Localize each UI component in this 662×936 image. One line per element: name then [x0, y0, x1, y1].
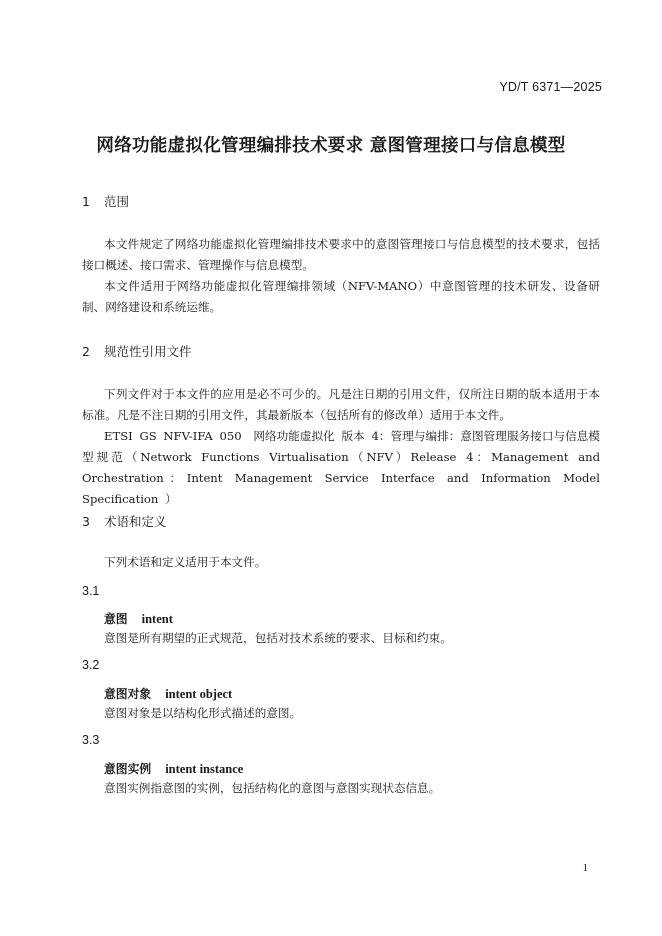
- term-definition: 意图实例指意图的实例，包括结构化的意图与意图实现状态信息。: [104, 781, 441, 795]
- term-english: intent instance: [165, 762, 244, 776]
- document-title: 网络功能虚拟化管理编排技术要求 意图管理接口与信息模型: [96, 136, 566, 156]
- terms-intro-paragraph: 下列术语和定义适用于本文件。: [104, 555, 267, 569]
- term-definition: 意图对象是以结构化形式描述的意图。: [104, 706, 302, 720]
- clause-number: 3.3: [82, 733, 100, 747]
- term-entry-intent: [104, 610, 173, 627]
- term-entry-intent-object: [104, 685, 232, 702]
- references-paragraph-1: 下列文件对于本文件的应用是必不可少的。凡是注日期的引用文件，仅所注日期的版本适用于本标准。凡是不注日期的引用文件，其最新版本（包括所有的修改单）适用于本文件。: [82, 387, 600, 422]
- scope-paragraph-2: 本文件适用于网络功能虚拟化管理编排领域（NFV-MANO）中意图管理的技术研发、设备研制、网络建设和系统运维。: [82, 279, 600, 314]
- section-title: 范围: [103, 194, 129, 209]
- clause-number: 3.1: [82, 584, 100, 598]
- section-number: 2: [82, 344, 90, 359]
- section-heading-normative-references: [82, 342, 192, 360]
- term-chinese: 意图: [104, 612, 128, 626]
- term-chinese: 意图实例: [104, 762, 152, 776]
- term-english: intent object: [165, 687, 233, 701]
- clause-number: 3.2: [82, 658, 100, 672]
- scope-paragraph-1: 本文件规定了网络功能虚拟化管理编排技术要求中的意图管理接口与信息模型的技术要求，包括接口概述、接口需求、管理操作与信息模型。: [82, 237, 600, 272]
- term-entry-intent-instance: [104, 760, 243, 777]
- section-title: 术语和定义: [103, 514, 167, 529]
- standard-code: YD/T 6371—2025: [499, 80, 602, 94]
- references-paragraph-2: ETSI GS NFV-IFA 050 网络功能虚拟化 版本 4：管理与编排：意图管理服务接口与信息模型规范（Network Functions Virtualisation（NFV）Release 4：Management and Orchestration：Intent Management Service Interface and Information Model Specification ）: [82, 429, 600, 506]
- section-heading-terms-definitions: [82, 512, 167, 530]
- section-title: 规范性引用文件: [103, 344, 192, 359]
- section-number: 1: [82, 194, 90, 209]
- section-number: 3: [82, 514, 90, 529]
- page-number: 1: [582, 862, 588, 874]
- term-english: intent: [141, 612, 173, 626]
- term-chinese: 意图对象: [104, 687, 152, 701]
- section-heading-scope: [82, 192, 129, 210]
- term-definition: 意图是所有期望的正式规范，包括对技术系统的要求、目标和约束。: [104, 631, 452, 645]
